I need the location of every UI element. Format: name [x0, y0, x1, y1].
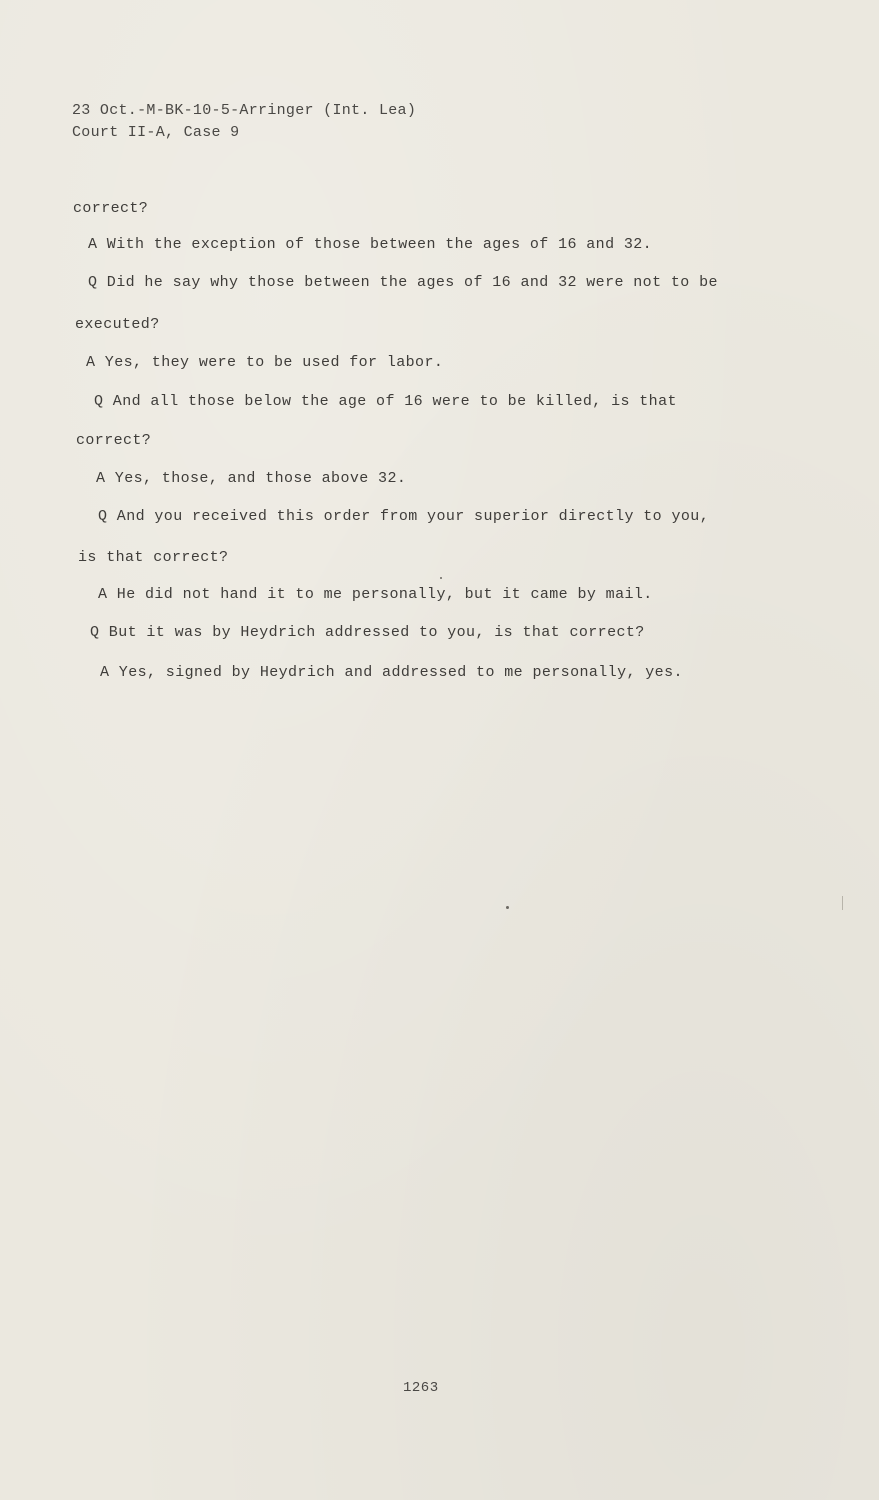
transcript-line: A Yes, those, and those above 32. — [96, 470, 407, 487]
paper-speck — [440, 577, 442, 579]
transcript-line: A With the exception of those between the ages of 16 and 32. — [88, 236, 653, 253]
paper-speck — [506, 906, 509, 909]
page-number: 1263 — [403, 1380, 439, 1396]
transcript-line: Q Did he say why those between the ages of 16 and 32 were not to be — [88, 274, 718, 291]
document-header — [72, 100, 416, 144]
transcript-line: Q And all those below the age of 16 were to be killed, is that — [94, 393, 677, 410]
transcript-line: correct? — [76, 432, 152, 449]
transcript-line: executed? — [75, 316, 160, 333]
transcript-line: correct? — [73, 200, 149, 217]
transcript-line: A He did not hand it to me personally, but it came by mail. — [98, 586, 653, 603]
transcript-line: A Yes, they were to be used for labor. — [86, 354, 444, 371]
transcript-line: A Yes, signed by Heydrich and addressed to me personally, yes. — [100, 664, 683, 681]
paper-scratch — [842, 896, 843, 910]
transcript-line: Q But it was by Heydrich addressed to you, is that correct? — [90, 624, 645, 641]
transcript-line: Q And you received this order from your superior directly to you, — [98, 508, 710, 525]
header-reference-line: 23 Oct.-M-BK-10-5-Arringer (Int. Lea) — [72, 102, 417, 119]
transcript-line: is that correct? — [78, 549, 229, 566]
header-court-line: Court II-A, Case 9 — [72, 124, 240, 141]
